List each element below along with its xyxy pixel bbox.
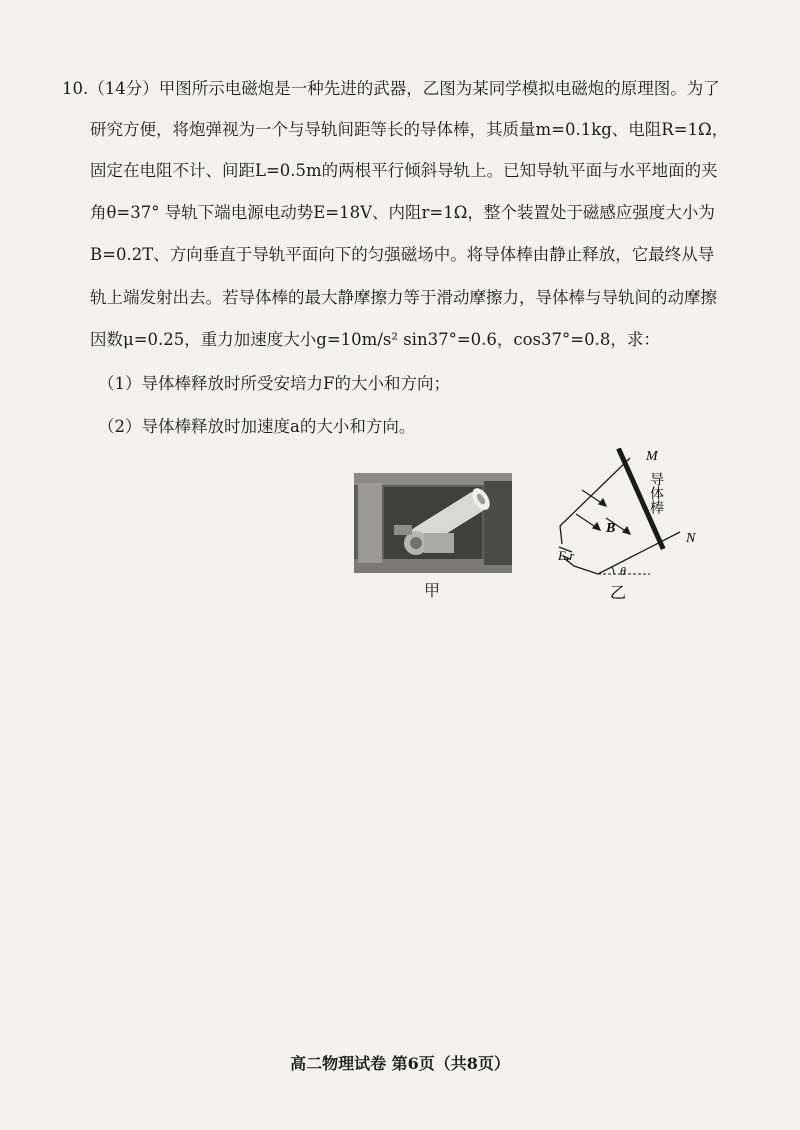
question-line-2: 研究方便，将炮弹视为一个与导轨间距等长的导体棒，其质量m=0.1kg、电阻R=1Ω， — [90, 120, 729, 139]
sub-question-1: （1）导体棒释放时所受安培力F的大小和方向； — [98, 374, 450, 393]
diagram-caption: 乙 — [610, 583, 627, 602]
question-line-4: 角θ=37° 导轨下端电源电动势E=18V、内阻r=1Ω，整个装置处于磁感应强度大小为 — [90, 203, 715, 222]
label-B: B — [606, 521, 616, 536]
label-theta: θ — [620, 564, 626, 578]
railgun-photo-drawing — [354, 473, 512, 573]
rail-circuit-diagram — [548, 448, 708, 608]
question-line-6: 轨上端发射出去。若导体棒的最大静摩擦力等于滑动摩擦力，导体棒与导轨间的动摩擦 — [90, 288, 717, 307]
question-line-3: 固定在电阻不计、间距L=0.5m的两根平行倾斜导轨上。已知导轨平面与水平地面的夹 — [90, 161, 718, 180]
sub-question-2: （2）导体棒释放时加速度a的大小和方向。 — [98, 417, 416, 436]
question-line-5: B=0.2T、方向垂直于导轨平面向下的匀强磁场中。将导体棒由静止释放，它最终从导 — [90, 245, 715, 264]
label-source: E,r — [558, 548, 575, 563]
railgun-photo — [354, 473, 512, 573]
field-arrows — [576, 490, 630, 534]
label-N: N — [686, 531, 696, 546]
question-line-7: 因数μ=0.25，重力加速度大小g=10m/s² sin37°=0.6，cos37°=0.8，求： — [90, 330, 660, 349]
question-line-1: 10.（14分）甲图所示电磁炮是一种先进的武器，乙图为某同学模拟电磁炮的原理图。为了 — [62, 79, 720, 98]
label-bar: 导体棒 — [648, 472, 664, 514]
label-M: M — [646, 449, 658, 464]
photo-caption: 甲 — [424, 581, 441, 600]
angle-arc — [612, 567, 614, 574]
page-footer: 高二物理试卷 第6页（共8页） — [290, 1054, 510, 1073]
